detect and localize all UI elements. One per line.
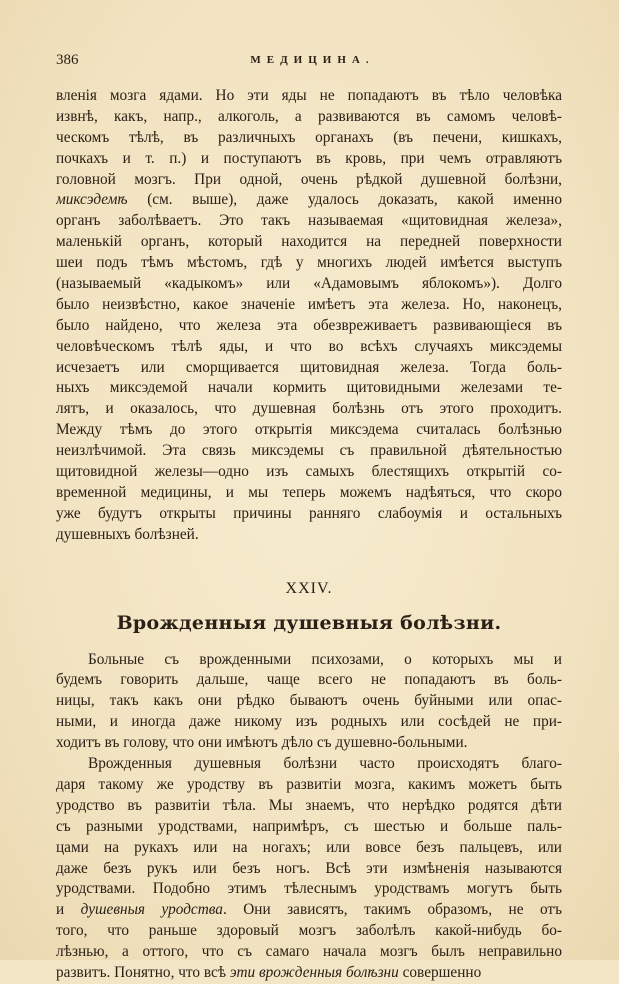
- paragraph-3: [56, 754, 562, 984]
- text-segment: Врожденныя душевныя болѣзни часто происходятъ благо-: [88, 755, 562, 773]
- italic-term: эти врожденныя болѣзни: [229, 963, 399, 981]
- paragraph-2: [56, 650, 562, 754]
- text-segment: вленія мозга ядами. Но эти яды не попадаютъ въ тѣло человѣка: [56, 87, 562, 104]
- text-segment: съ разными уродствами, напримѣръ, съ шестью и больше паль-: [56, 817, 562, 835]
- text-segment: органъ заболѣваетъ. Это такъ называемая «щитовидная железа»,: [56, 212, 562, 230]
- text-line: [56, 691, 562, 712]
- text-line: [56, 441, 562, 462]
- chapter-number: XXIV.: [285, 579, 333, 597]
- text-segment: ходитъ въ голову, что они имѣютъ дѣло съ душевно-больными.: [56, 734, 468, 752]
- text-segment: уже будутъ открыты причины ранняго слабоумія и остальныхъ: [56, 504, 562, 522]
- running-title: МЕДИЦИНА.: [250, 54, 375, 66]
- page-number: 386: [56, 52, 79, 68]
- text-line: [56, 128, 562, 149]
- text-line: [56, 232, 562, 253]
- text-segment: совершенно: [398, 963, 482, 981]
- text-line: [56, 775, 562, 796]
- text-line: [56, 754, 562, 775]
- text-segment: ными, и иногда даже никому изъ родныхъ или сосѣдей не при-: [56, 713, 562, 731]
- text-line: [56, 211, 562, 232]
- text-segment: щитовидной железы—одно изъ самыхъ блестящихъ открытій со-: [56, 463, 562, 481]
- text-segment: исчезаетъ или сморщивается щитовидная железа. Тогда боль-: [56, 358, 562, 376]
- text-line: [56, 337, 562, 358]
- text-line: [56, 796, 562, 817]
- text-segment: ницы, такъ какъ они рѣдко бываютъ очень буйными или опас-: [56, 692, 562, 710]
- text-line: [56, 149, 562, 170]
- text-line: [56, 86, 562, 107]
- paragraph-1: [56, 86, 562, 546]
- text-segment: и: [56, 901, 81, 919]
- text-segment: извнѣ, какъ, напр., алкоголь, а развиваются въ самомъ человѣ-: [56, 107, 562, 125]
- text-line: [56, 107, 562, 128]
- text-line: [56, 420, 562, 441]
- text-line: [56, 462, 562, 483]
- text-segment: маленькій органъ, который находится на передней поверхности: [56, 233, 562, 251]
- text-line: [56, 190, 562, 211]
- text-segment: шеи подъ тѣмъ мѣстомъ, гдѣ у многихъ людей имѣется выступъ: [56, 254, 562, 272]
- text-line: [56, 399, 562, 420]
- running-header: [56, 52, 569, 72]
- text-segment: головной мозгъ. При одной, очень рѣдкой душевной болѣзни,: [56, 170, 562, 188]
- text-segment: лѣзнью, а оттого, что съ самаго начала мозгъ былъ неправильно: [56, 943, 562, 961]
- text-segment: (называемый «кадыкомъ» или «Адамовымъ яблокомъ»). Долго: [56, 275, 562, 293]
- text-line: [56, 504, 562, 525]
- text-segment: лятъ, и оказалось, что душевная болѣзнь отъ этого проходитъ.: [56, 400, 562, 418]
- text-line: [56, 900, 562, 921]
- text-segment: Между тѣмъ до этого открытія миксэдема считалась болѣзнью: [56, 421, 562, 439]
- text-line: [56, 253, 562, 274]
- text-line: [56, 670, 562, 691]
- text-line: [56, 650, 562, 671]
- text-segment: уродствами. Подобно этимъ тѣлеснымъ уродствамъ могутъ быть: [56, 880, 562, 898]
- text-segment: душевныхъ болѣзней.: [56, 525, 199, 543]
- section-heading: Врожденныя душевныя болѣзни.: [116, 611, 502, 634]
- text-segment: того, что раньше здоровый мозгъ заболѣлъ какой-нибудь бо-: [56, 922, 562, 940]
- text-segment: цами на рукахъ или на ногахъ; или вовсе безъ пальцевъ, или: [56, 838, 562, 856]
- text-line: [56, 378, 562, 399]
- text-line: [56, 358, 562, 379]
- text-line: [56, 921, 562, 942]
- text-line: [56, 838, 562, 859]
- text-line: [56, 859, 562, 880]
- text-line: [56, 879, 562, 900]
- text-segment: (см. выше), даже удалось доказать, какой именно: [127, 191, 562, 209]
- italic-term: душевныя уродства: [80, 901, 223, 919]
- text-segment: даже безъ рукъ или безъ ногъ. Всѣ эти измѣненія называются: [56, 859, 562, 877]
- text-segment: было найдено, что железа эта обезвреживаетъ развивающіеся въ: [56, 316, 562, 334]
- text-line: [56, 963, 562, 984]
- text-segment: почкахъ и т. п.) и поступаютъ въ кровь, при чемъ отравляютъ: [56, 149, 562, 167]
- text-line: [56, 712, 562, 733]
- text-segment: временной медицины, и мы теперь можемъ надѣяться, что скоро: [56, 483, 562, 501]
- text-line: [56, 483, 562, 504]
- text-line: [56, 295, 562, 316]
- text-segment: развитъ. Понятно, что всѣ: [56, 963, 230, 981]
- text-line: [56, 274, 562, 295]
- text-segment: ческомъ тѣлѣ, въ различныхъ органахъ (въ печени, кишкахъ,: [56, 128, 562, 146]
- text-line: [56, 817, 562, 838]
- text-body: [56, 86, 562, 984]
- text-segment: даря такому же уродству въ развитіи мозга, какимъ можетъ быть: [56, 775, 562, 793]
- text-segment: Больные съ врожденными психозами, о которыхъ мы и: [88, 650, 562, 668]
- text-segment: уродство въ развитіи тѣла. Мы знаемъ, что нерѣдко родятся дѣти: [56, 796, 562, 814]
- text-line: [56, 733, 562, 754]
- italic-term: миксэдемѣ: [56, 191, 128, 209]
- text-segment: неизлѣчимой. Эта связь миксэдемы съ правильной дѣятельностью: [56, 442, 562, 460]
- text-segment: . Они зависятъ, такимъ образомъ, не отъ: [222, 901, 562, 919]
- text-line: [56, 525, 562, 546]
- text-segment: будемъ говорить дальше, чаще всего не попадаютъ въ боль-: [56, 671, 562, 689]
- text-line: [56, 316, 562, 337]
- text-segment: было неизвѣстно, какое значеніе имѣетъ эта железа. Но, наконецъ,: [56, 295, 562, 313]
- text-segment: человѣческомъ тѣлѣ яды, и что во всѣхъ случаяхъ миксэдемы: [56, 337, 562, 355]
- text-line: [56, 170, 562, 191]
- text-segment: ныхъ миксэдемой начали кормить щитовидными железами те-: [56, 379, 562, 397]
